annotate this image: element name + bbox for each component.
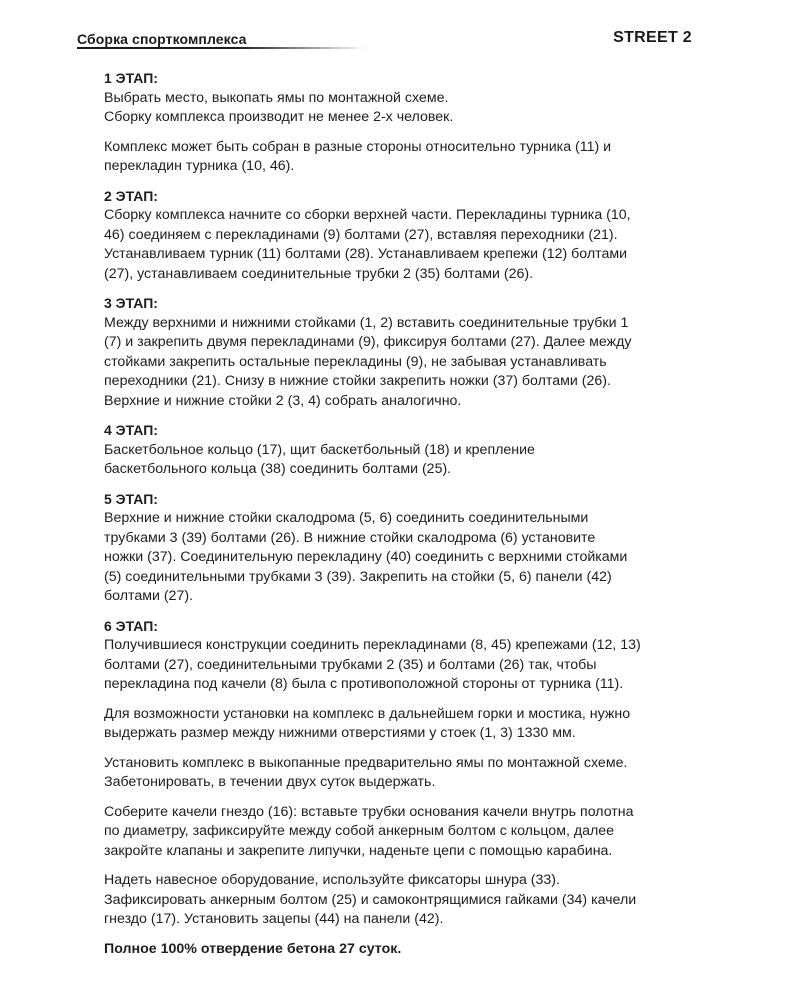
model-name: STREET 2 (613, 29, 692, 46)
stage-6 (104, 617, 704, 695)
stage-1-text: Выбрать место, выкопать ямы по монтажной схеме. Сборку комплекса производит не менее 2-х человек. (104, 89, 454, 125)
stage-1-note-text: Комплекс может быть собран в разные стороны относительно турника (11) и перекладин турника (10, 46). (104, 138, 612, 174)
note-concrete (104, 754, 704, 793)
note-size-text: Для возможности установки на комплекс в дальнейшем горки и мостика, нужно выдержать размер между нижними отверстиями у стоек (1, 3) 1330 мм. (104, 705, 631, 741)
note-equipment-text: Надеть навесное оборудование, используйте фиксаторы шнура (33). Зафиксировать анкерным болтом (25) и самоконтрящимися гайками (34) качели гнездо (17). Установить зацепы (44) на панели (42). (104, 872, 637, 927)
stage-4 (104, 421, 704, 480)
stage-6-title: 6 ЭТАП: (104, 617, 158, 634)
note-swing-text: Соберите качели гнездо (16): вставьте трубки основания качели внутрь полотна по диаметру, зафиксируйте между собой анкерным болтом с кольцом, далее закройте клапаны и закрепите липучки, наденьте цепи с помощью карабина. (104, 803, 634, 859)
final-note: Полное 100% отвердение бетона 27 суток. (104, 940, 402, 957)
stage-3 (104, 294, 704, 411)
note-size (104, 705, 704, 744)
stage-2-text: Сборку комплекса начните со сборки верхней части. Перекладины турника (10, 46) соединяем с перекладинами (9) болтами (27), вставляя переходники (21). Устанавливаем турник (11) болтами (28). Устанавливаем крепежи (12) болтами (27), устанавливаем соединительные трубки 2 (35) болтами (26). (104, 207, 631, 282)
stage-1 (104, 69, 704, 128)
note-concrete-text: Установить комплекс в выкопанные предварительно ямы по монтажной схеме. Забетонировать, в течении двух суток выдержать. (104, 754, 628, 790)
stage-2 (104, 187, 704, 285)
stage-5-text: Верхние и нижние стойки скалодрома (5, 6) соединить соединительными трубками 3 (39) болтами (26). В нижние стойки скалодрома (6) установите ножки (37). Соединительную перекладину (40) соединить с верхними стойками (5) соединительными трубками 3 (39). Закрепить на стойки (5, 6) панели (42) болтами (27). (104, 510, 628, 604)
stage-4-title: 4 ЭТАП: (104, 422, 158, 438)
note-equipment (104, 871, 704, 930)
stage-5-title: 5 ЭТАП: (104, 490, 158, 507)
stage-6-text: Получившиеся конструкции соединить перекладинами (8, 45) крепежами (12, 13) болтами (27), соединительными трубками 2 (35) и болтами (26) так, чтобы перекладина под качели (8) была с противоположной стороны от турника (11). (104, 637, 641, 692)
page-title: Сборка спорткомплекса (77, 31, 247, 47)
instructions-body (104, 69, 704, 959)
stage-5 (104, 490, 704, 607)
stage-3-text: Между верхними и нижними стойками (1, 2) вставить соединительные трубки 1 (7) и закрепить двумя перекладинами (9), фиксируя болтами (27). Далее между стойками закрепить остальные перекладины (9), не забывая устанавливать переходники (21). Снизу в нижние стойки закрепить ножки (37) болтами (26). Верхние и нижние стойки 2 (3, 4) собрать аналогично. (104, 314, 632, 409)
stage-1-title: 1 ЭТАП: (104, 70, 158, 86)
stage-4-text: Баскетбольное кольцо (17), щит баскетбольный (18) и крепление баскетбольного кольца (38) соединить болтами (25). (104, 441, 535, 477)
stage-1-note (104, 138, 704, 177)
note-swing (104, 803, 704, 862)
stage-2-title: 2 ЭТАП: (104, 187, 158, 204)
stage-3-title: 3 ЭТАП: (104, 295, 158, 311)
title-underline (77, 47, 367, 49)
